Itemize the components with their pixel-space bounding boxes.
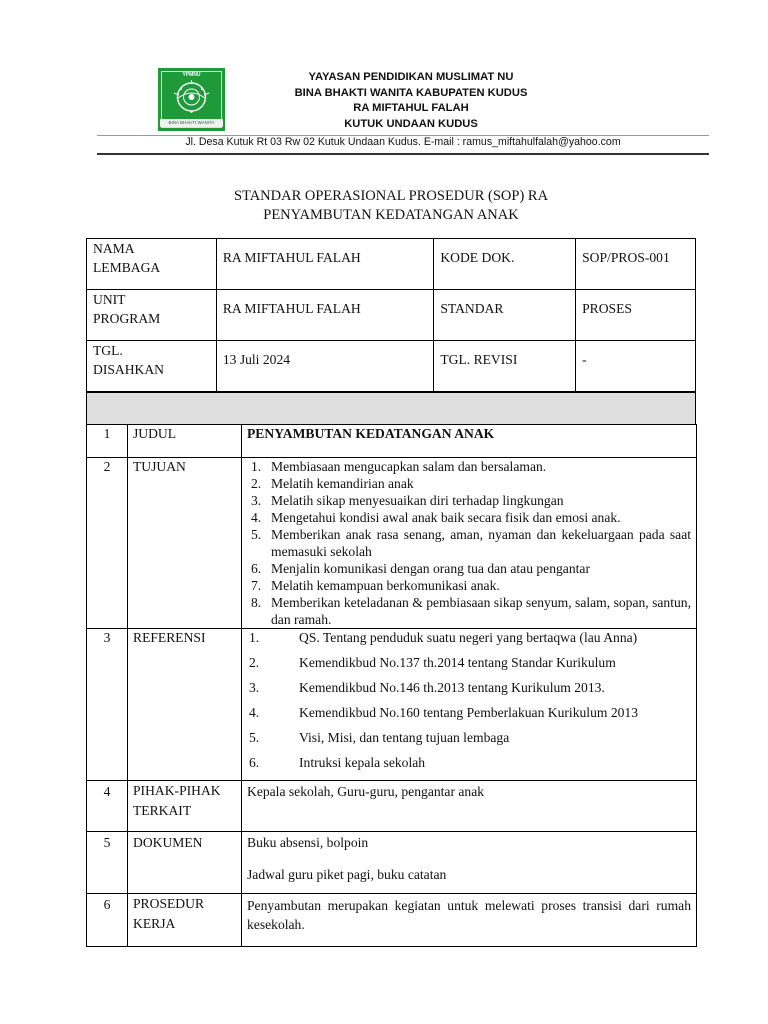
row-number: 3 [87,629,128,781]
info-key-value: SOP/PROS-001 [576,239,696,290]
row-value: Kepala sekolah, Guru-guru, pengantar anak [242,781,697,832]
logo-banner: BINA BHAKTI WANITA [160,119,223,127]
title-line-1: STANDAR OPERASIONAL PROSEDUR (SOP) RA [233,188,549,204]
info-value: RA MIFTAHUL FALAH [216,290,434,341]
list-item: 8. Memberikan keteladanan & pembiasaan sikap senyum, salam, sopan, santun, dan ramah. [251,595,691,627]
row-key: TUJUAN [128,458,242,629]
row-value [242,832,697,894]
row-key: PROSEDUR KERJA [128,894,242,947]
row-key: REFERENSI [128,629,242,781]
list-item: 6. Intruksi kepala sekolah [249,755,426,770]
school-name: RA MIFTAHUL FALAH [353,102,469,114]
list-item: 4. Kemendikbud No.160 tentang Pemberlakuan Kurikulum 2013 [249,705,639,720]
document-info-table [86,238,696,392]
info-key: TGL. REVISI [434,341,576,392]
list-item: 5. Visi, Misi, dan tentang tujuan lembaga [249,730,510,745]
table-row [87,341,696,392]
objectives-list [247,458,691,628]
foundation-name: YAYASAN PENDIDIKAN MUSLIMAT NU [308,71,514,83]
row-key: JUDUL [128,425,242,458]
row-value: Penyambutan merupakan kegiatan untuk melewati proses transisi dari rumah kesekolah. [242,894,697,947]
info-label: NAMA LEMBAGA [87,239,217,290]
document-item: Jadwal guru piket pagi, buku catatan [247,867,447,882]
school-location: KUTUK UNDAAN KUDUS [344,117,478,130]
document-title [86,187,696,225]
list-item: 2. Melatih kemandirian anak [251,476,414,491]
row-number: 1 [87,425,128,458]
table-row [87,458,697,629]
info-label: UNIT PROGRAM [87,290,217,341]
row-value [242,629,697,781]
table-row [87,290,696,341]
list-item: 5. Memberikan anak rasa senang, aman, nyaman dan kekeluargaan pada saat memasuki sekolah [251,527,691,559]
list-item: 1. Membiasaan mengucapkan salam dan bersalaman. [251,459,547,474]
row-value: PENYAMBUTAN KEDATANGAN ANAK [242,425,697,458]
sop-content-table [86,424,697,947]
table-row [87,239,696,290]
list-item: 1. QS. Tentang penduduk suatu negeri yang bertaqwa (lau Anna) [249,630,638,645]
table-row [87,832,697,894]
info-key-value: PROSES [576,290,696,341]
emblem-icon [171,79,212,117]
foundation-subname: BINA BHAKTI WANITA KABUPATEN KUDUS [294,86,528,99]
shaded-separator-row [86,392,696,425]
list-item: 7. Melatih kemampuan berkomunikasi anak. [251,578,500,593]
letterhead-text [225,70,597,132]
row-number: 4 [87,781,128,832]
table-row [87,894,697,947]
references-list [247,629,691,779]
info-value: RA MIFTAHUL FALAH [216,239,434,290]
table-row [87,425,697,458]
row-number: 2 [87,458,128,629]
document-item: Buku absensi, bolpoin [247,835,369,850]
info-key: STANDAR [434,290,576,341]
info-value: 13 Juli 2024 [216,341,434,392]
title-line-2: PENYAMBUTAN KEDATANGAN ANAK [263,207,519,223]
list-item: 2. Kemendikbud No.137 th.2014 tentang Standar Kurikulum [249,655,616,670]
letterhead-divider-thick [97,153,709,155]
list-item: 4. Mengetahui kondisi awal anak baik secara fisik dan emosi anak. [251,510,621,525]
table-row [87,781,697,832]
school-address: Jl. Desa Kutuk Rt 03 Rw 02 Kutuk Undaan Kudus. E-mail : ramus_miftahulfalah@yahoo.com [185,136,621,148]
row-key: PIHAK-PIHAK TERKAIT [128,781,242,832]
list-item: 3. Kemendikbud No.146 th.2013 tentang Kurikulum 2013. [249,680,605,695]
info-label: TGL. DISAHKAN [87,341,217,392]
info-key-value: - [576,341,696,392]
table-row [87,629,697,781]
row-number: 6 [87,894,128,947]
list-item: 6. Menjalin komunikasi dengan orang tua dan atau pengantar [251,561,590,576]
list-item: 3. Melatih sikap menyesuaikan diri terhadap lingkungan [251,493,564,508]
logo-top-text: YPMNU [182,72,201,78]
organization-logo [158,68,225,131]
row-key: DOKUMEN [128,832,242,894]
row-value [242,458,697,629]
info-key: KODE DOK. [434,239,576,290]
row-number: 5 [87,832,128,894]
